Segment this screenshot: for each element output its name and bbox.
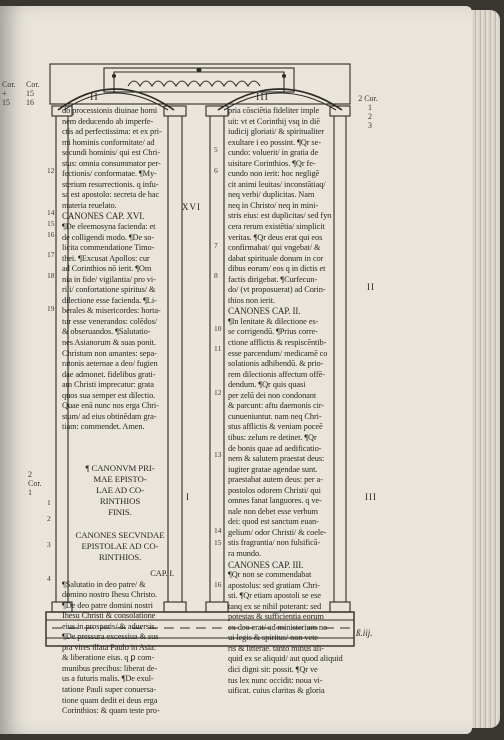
running-head-left: II bbox=[90, 92, 99, 103]
text-line: per zelū dei non condonant bbox=[228, 390, 317, 400]
text-line: potestas & sufficientia eorum bbox=[228, 612, 324, 622]
text-line: stris eius: est duplicitas/ sed fyn bbox=[228, 211, 332, 221]
margin-note-line: + bbox=[2, 89, 7, 98]
text-line: stus afflictis & veniam poceē bbox=[228, 422, 323, 432]
second-epistle-title: EPISTOLAE AD CO- bbox=[81, 540, 159, 551]
right-text-column bbox=[228, 106, 348, 697]
text-line: fectionis/ conformatae. ¶My- bbox=[62, 169, 157, 179]
text-line: licita commendatione Timo- bbox=[62, 243, 155, 253]
text-line: dae admonet. fidelibus grati- bbox=[62, 369, 156, 379]
text-line: do/ (vt proposuerat) ad Corin- bbox=[228, 285, 326, 295]
text-line: & liberatione eius. q ꝑ com- bbox=[62, 653, 155, 663]
text-line: tur esse venerandos: colēdos/ bbox=[62, 316, 158, 326]
chapter-heading: CANONES CAP. XVI. bbox=[62, 211, 145, 222]
verse-number: 3 bbox=[47, 540, 51, 549]
text-line: & parcunt: aftu daemonis cir- bbox=[228, 401, 325, 411]
margin-note-line: 2 Cor. bbox=[358, 94, 378, 103]
text-line: uisitare Corinthios. ¶Qr fe- bbox=[228, 158, 316, 168]
text-line: Ihesu Christi & consolatione bbox=[62, 611, 156, 621]
text-line: ris & litterae. tanto minus ali- bbox=[228, 643, 324, 653]
verse-number: 2 bbox=[47, 514, 51, 523]
margin-note-line: 15 bbox=[2, 98, 10, 107]
text-line: apostolus: sed gratiam Chri- bbox=[228, 580, 320, 590]
margin-note-line: 15 bbox=[26, 89, 34, 98]
verse-number: 17 bbox=[47, 250, 55, 259]
text-line: rem dilectionis affectum offē- bbox=[228, 369, 325, 379]
verse-number: 10 bbox=[214, 324, 222, 333]
text-line: rili/ confortatione spiritus/ & bbox=[62, 285, 156, 295]
finis-title-line: LAE AD CO- bbox=[96, 484, 144, 495]
text-line: nale non debet esse verbum bbox=[228, 506, 318, 516]
chapter-marker-mid: XVI bbox=[182, 202, 201, 212]
text-line: postolos odorem Christi/ qui bbox=[228, 485, 321, 495]
margin-note-line: 16 bbox=[26, 98, 34, 107]
book-page bbox=[0, 6, 472, 734]
text-line: ui legis & spiritus/ non vete- bbox=[228, 633, 321, 643]
margin-note-line: 1 bbox=[368, 103, 372, 112]
margin-note-line: 2 bbox=[28, 470, 32, 479]
text-line: dabat spirituale donum in cor bbox=[228, 253, 324, 263]
text-line: dibus eorum/ eos q in dictis et bbox=[228, 264, 326, 274]
page-edges bbox=[468, 10, 500, 728]
text-line: sti. ¶Qr etiam apostoli se ese bbox=[228, 591, 321, 601]
margin-note-line: 3 bbox=[368, 121, 372, 130]
text-line: quos sua semper est dilectio. bbox=[62, 390, 156, 400]
text-line: pria cōsciētia fideliter imple bbox=[228, 106, 320, 115]
text-line: veritas. ¶Qr deus erat qui eos bbox=[228, 232, 323, 242]
verse-number: 18 bbox=[47, 271, 55, 280]
text-line: dilectione esse facienda. ¶Li- bbox=[62, 295, 157, 305]
text-line: dei: quod est sanctum euan- bbox=[228, 517, 319, 527]
text-line: secundi hominis/ qui est Chri- bbox=[62, 148, 160, 158]
text-line: Quae enā nunc nos erga Chri- bbox=[62, 401, 159, 411]
text-line: cundo: voluerit/ in gratia de bbox=[228, 148, 319, 158]
verse-number: 7 bbox=[214, 241, 218, 250]
text-line: materia reuelato. bbox=[62, 200, 117, 210]
text-line: esse parcendum/ medicamē co bbox=[228, 348, 328, 358]
text-line: thei. ¶Excusat Apollos: cur bbox=[62, 253, 150, 263]
text-line: sa est apostolo: secreta de hac bbox=[62, 190, 160, 200]
text-line: tibus: zelum re detinet. ¶Qr bbox=[228, 432, 317, 442]
text-line: ctione afflictis & respiscēntib- bbox=[228, 338, 327, 348]
text-line: ¶Salutatio in deo patre/ & bbox=[62, 579, 146, 589]
text-line: & obseruandos. ¶Salutatio- bbox=[62, 327, 151, 337]
chapter-heading: CANONES CAP. II. bbox=[228, 306, 301, 317]
text-line: iudicij gloriati/ & spiritualiter bbox=[228, 127, 325, 137]
text-line: stis fragrantia/ non fulsificā- bbox=[228, 538, 321, 548]
text-line: ¶Qr non se commendabat bbox=[228, 570, 312, 580]
text-line: stus: omnia consummator per- bbox=[62, 158, 161, 168]
text-line: sterium resurrectionis. q infu- bbox=[62, 179, 159, 189]
second-epistle-title: CANONES SECVNDAE bbox=[75, 529, 165, 540]
text-line: ¶De eleemosyna facienda: et bbox=[62, 222, 156, 232]
text-line: ctis ad perfectissima: et ex pri- bbox=[62, 127, 162, 137]
text-line: quid ex se aliquid/ aut quod aliquid bbox=[228, 654, 343, 664]
text-line: cunueniuntur. nam neq Chri- bbox=[228, 411, 322, 421]
text-line: neq verbi/ duplicitas. Nam bbox=[228, 190, 315, 200]
chapter-heading: CANONES CAP. III. bbox=[228, 559, 304, 570]
finis-title-line: RINTHIOS bbox=[99, 495, 141, 506]
text-line: Corinthios: & quam teste pro- bbox=[62, 706, 160, 716]
side-marker-right-1: II bbox=[367, 282, 375, 292]
verse-number: 14 bbox=[47, 208, 55, 217]
finis-title-line: MAE EPISTO- bbox=[93, 473, 147, 484]
margin-note-line: Cor. bbox=[2, 80, 16, 89]
text-line: eius in prosperis/ & aduersis. bbox=[62, 621, 157, 631]
text-line: tiam: commendet. Amen. bbox=[62, 422, 145, 432]
text-line: stum/ ad eius obtinēdam gra- bbox=[62, 411, 157, 421]
finis-title-line: ¶ CANONVM PRI- bbox=[85, 462, 155, 473]
verse-number: 1 bbox=[47, 498, 51, 507]
margin-note-right-top bbox=[360, 94, 380, 130]
text-line: cit animi leuitas/ inconstātiaq/ bbox=[228, 179, 326, 189]
text-line: nia in fide/ vigilantia/ pro vi- bbox=[62, 274, 156, 284]
text-line: ratonis aeternae a deo/ fugien bbox=[62, 359, 158, 369]
chapter-heading: CAP. I. bbox=[150, 568, 174, 578]
verse-number: 15 bbox=[214, 538, 222, 547]
verse-number: 12 bbox=[214, 388, 222, 397]
verse-number: 19 bbox=[47, 304, 55, 313]
text-line: tione quam dedit ei deus erga bbox=[62, 695, 158, 705]
text-line: confirmabat/ qui vngebat/ & bbox=[228, 243, 321, 253]
verse-number: 6 bbox=[214, 166, 218, 175]
left-text-column bbox=[62, 106, 178, 717]
verse-number: 5 bbox=[214, 145, 218, 154]
text-line: us a futuris malis. ¶De exul- bbox=[62, 674, 154, 684]
verse-number: 16 bbox=[47, 230, 55, 239]
verse-number: 11 bbox=[214, 344, 222, 353]
verse-number: 15 bbox=[47, 219, 55, 228]
margin-note-left-top bbox=[2, 80, 18, 107]
text-line: Christum non amantes: sepa- bbox=[62, 348, 157, 358]
text-line: do processionis diuinae homi bbox=[62, 106, 158, 115]
running-head-right: III bbox=[256, 92, 269, 103]
text-line: omnes fanat languores. q ve- bbox=[228, 496, 322, 506]
text-line: cera rerum existētia/ simplicit bbox=[228, 222, 325, 232]
text-line: tatione Pauli super conuersa- bbox=[62, 684, 157, 694]
text-line: ad Corinthios nō ierit. ¶Om bbox=[62, 264, 152, 274]
text-line: munibus precibus: liberat de- bbox=[62, 663, 158, 673]
text-line: ¶In lenitate & dilectione es- bbox=[228, 316, 319, 326]
margin-note-line: Cor. bbox=[26, 80, 40, 89]
text-line: de bonis quae ad aedificatio- bbox=[228, 443, 322, 453]
margin-note-left-top-2 bbox=[26, 80, 40, 107]
text-line: de colligendi modo. ¶De so- bbox=[62, 232, 155, 242]
text-line: ra mundo. bbox=[228, 548, 262, 558]
text-line: tus lex nunc occidit: noua vi- bbox=[228, 675, 323, 685]
text-line: solationis adhibendū. & prio- bbox=[228, 359, 324, 369]
text-line: berales & misericordes: horta- bbox=[62, 306, 161, 316]
text-line: mi hominis conformitate/ ad bbox=[62, 137, 155, 147]
second-epistle-title: RINTHIOS. bbox=[98, 551, 142, 562]
text-line: am Christi imprecatur: grata bbox=[62, 380, 154, 390]
text-line: uit: vt et Corinthij vsq in diē bbox=[228, 116, 320, 126]
text-line: se corrigendū. ¶Prius corre- bbox=[228, 327, 318, 337]
text-line: ¶De deo patre domini nostri bbox=[62, 600, 153, 610]
text-line: praestabat autem deus: per a- bbox=[228, 475, 323, 485]
verse-number: 8 bbox=[214, 271, 218, 280]
verse-number: 14 bbox=[214, 526, 222, 535]
text-line: thios non ierit. bbox=[228, 295, 276, 305]
chapter-marker-mid-2: I bbox=[186, 492, 190, 502]
margin-note-left-mid bbox=[28, 470, 42, 497]
side-marker-right-2: III bbox=[365, 492, 377, 502]
text-line: nes Asianorum & suas ponit. bbox=[62, 338, 156, 348]
text-line: nem deducendo ab imperfe- bbox=[62, 116, 154, 126]
margin-note-line: 2 bbox=[368, 112, 372, 121]
text-line: neq in Christo/ neq in mini- bbox=[228, 200, 319, 210]
text-line: nem & salutem praestat deus: bbox=[228, 454, 325, 464]
margin-note-line: Cor. bbox=[28, 479, 42, 488]
verse-number: 4 bbox=[47, 574, 51, 583]
verse-number: 16 bbox=[214, 580, 222, 589]
text-line: ex deo erat/ ad ministerium no- bbox=[228, 622, 330, 632]
text-line: iugiter gratae agendae sunt. bbox=[228, 464, 318, 474]
margin-note-line: 1 bbox=[28, 488, 32, 497]
text-line: dendum. ¶Qr quis quasi bbox=[228, 380, 306, 390]
text-line: uificat. cuius claritas & gloria bbox=[228, 686, 325, 696]
finis-title-line: FINIS. bbox=[108, 506, 132, 517]
text-line: dici digni sit: possit. ¶Qr ve bbox=[228, 664, 318, 674]
verse-number: 13 bbox=[214, 450, 222, 459]
signature-mark: ß.iij. bbox=[356, 628, 373, 638]
text-line: ¶De pressura excessiua & sus bbox=[62, 632, 159, 642]
text-line: cundo non ierit: hoc negligē bbox=[228, 169, 320, 179]
text-line: domino nostro Ihesu Christo. bbox=[62, 590, 157, 600]
verse-number: 12 bbox=[47, 166, 55, 175]
text-line: gelium/ odor Christi/ & coele- bbox=[228, 527, 327, 537]
text-line: tanq ex se nihil poterant: sed bbox=[228, 601, 322, 611]
text-line: pra vires illata Paulo in Asia: bbox=[62, 642, 156, 652]
text-line: exultare i eo possint. ¶Qr se- bbox=[228, 137, 321, 147]
text-line: factis dirigebat. ¶Curfecun- bbox=[228, 274, 318, 284]
